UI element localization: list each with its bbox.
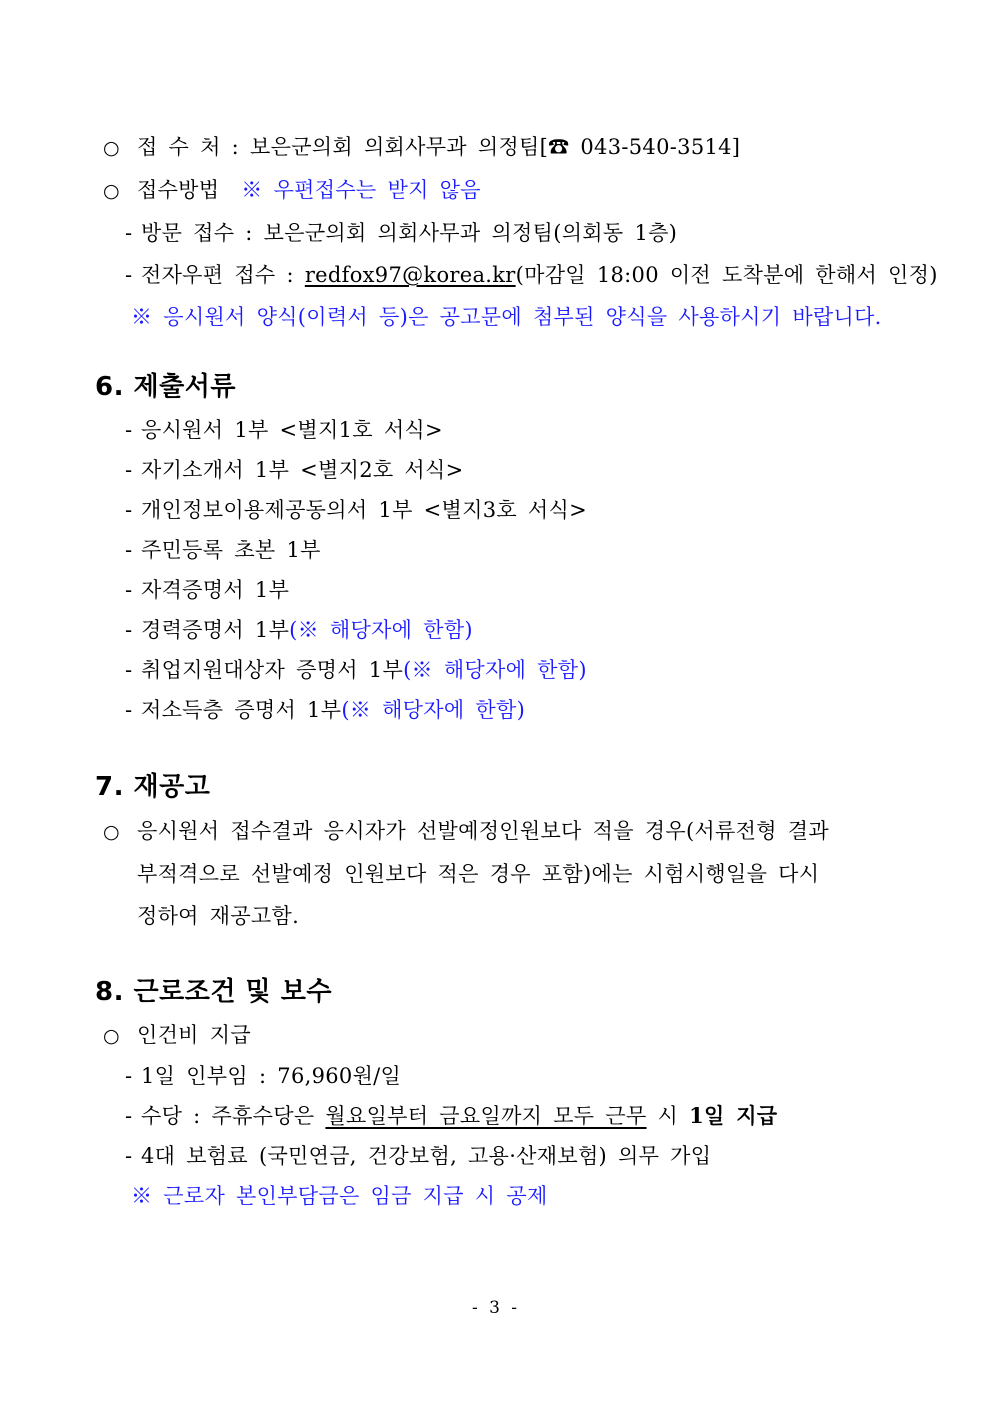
- reception-line-visit: [95, 212, 932, 254]
- email-link[interactable]: redfox97@korea.kr: [304, 263, 516, 287]
- submission-item-text: 응시원서 1부 <별지1호 서식>: [141, 418, 443, 442]
- dash-bullet: -: [125, 618, 133, 642]
- reannounce-paragraph: [95, 810, 932, 937]
- reception-line-email: [95, 254, 938, 296]
- allowance-underline: 월요일부터 금요일까지 모두 근무: [325, 1104, 647, 1128]
- pay-deduction-note: [95, 1176, 932, 1216]
- dash-bullet: -: [125, 418, 133, 442]
- submission-item: [95, 450, 932, 490]
- page-number: - 3 -: [471, 1298, 521, 1318]
- dash-bullet: -: [125, 221, 133, 245]
- pay-bullet-text: 인건비 지급: [137, 1023, 251, 1047]
- submission-item: [95, 570, 932, 610]
- deduction-note-text: ※ 근로자 본인부담금은 임금 지급 시 공제: [131, 1184, 548, 1208]
- dash-bullet: -: [125, 458, 133, 482]
- application-form-note: ※ 응시원서 양식(이력서 등)은 공고문에 첨부된 양식을 사용하시기 바랍니다.: [131, 305, 882, 329]
- dash-bullet: -: [125, 658, 133, 682]
- reannounce-text: 정하여 재공고함.: [137, 904, 300, 928]
- circle-bullet: ○: [103, 180, 120, 202]
- dash-bullet: -: [125, 578, 133, 602]
- phone-icon: ☎: [548, 135, 570, 159]
- submission-item-text: 저소득층 증명서 1부(※ 해당자에 한함): [141, 698, 526, 722]
- submission-item-text: 취업지원대상자 증명서 1부(※ 해당자에 한함): [141, 658, 587, 682]
- submission-item: [95, 490, 932, 530]
- insurance-text: 4대 보험료 (국민연금, 건강보험, 고용·산재보험) 의무 가입: [141, 1144, 712, 1168]
- submission-item: [95, 610, 932, 650]
- dash-bullet: -: [125, 263, 133, 287]
- reception-line-form-note: [95, 296, 932, 338]
- reception-method-label: 접수방법: [137, 178, 242, 202]
- dash-bullet: -: [125, 1104, 133, 1128]
- allowance-bold: 1일 지급: [689, 1103, 778, 1128]
- reannounce-line: [95, 895, 932, 937]
- conditional-note: (※ 해당자에 한함): [289, 618, 473, 642]
- section8-title: 8. 근로조건 및 보수: [95, 977, 332, 1007]
- pay-bullet-line: [95, 1015, 932, 1056]
- submission-item: [95, 410, 932, 450]
- reannounce-line: [95, 810, 932, 853]
- circle-bullet: ○: [103, 1025, 120, 1047]
- section7-title: 7. 재공고: [95, 772, 211, 802]
- daily-wage-text: 1일 인부임 : 76,960원/일: [141, 1064, 402, 1088]
- dash-bullet: -: [125, 1064, 133, 1088]
- pay-item-insurance: [95, 1136, 932, 1176]
- pay-item-allowance: [95, 1096, 932, 1136]
- visit-reception-text: 방문 접수 : 보은군의회 의회사무과 의정팀(의회동 1층): [141, 221, 678, 245]
- submission-item-text: 주민등록 초본 1부: [141, 538, 321, 562]
- dash-bullet: -: [125, 538, 133, 562]
- submission-item-text: 자기소개서 1부 <별지2호 서식>: [141, 458, 464, 482]
- reannounce-line: [95, 853, 932, 895]
- reception-line-method: [95, 169, 932, 212]
- dash-bullet: -: [125, 498, 133, 522]
- document-content: [95, 126, 938, 1216]
- no-mail-note: ※ 우편접수는 받지 않음: [241, 178, 481, 202]
- allowance-text: 수당 : 주휴수당은 월요일부터 금요일까지 모두 근무 시 1일 지급: [141, 1103, 778, 1128]
- dash-bullet: -: [125, 698, 133, 722]
- reception-line-address: [95, 126, 932, 169]
- submission-list: [95, 410, 932, 730]
- submission-item: [95, 690, 932, 730]
- pay-conditions: [95, 1015, 932, 1216]
- circle-bullet: ○: [103, 137, 120, 159]
- submission-item: [95, 650, 932, 690]
- pay-item-daily-wage: [95, 1056, 932, 1096]
- submission-item-text: 경력증명서 1부(※ 해당자에 한함): [141, 618, 473, 642]
- submission-item-text: 자격증명서 1부: [141, 578, 290, 602]
- reannounce-text: 응시원서 접수결과 응시자가 선발예정인원보다 적을 경우(서류전형 결과: [137, 819, 829, 843]
- reannounce-text: 부적격으로 선발예정 인원보다 적은 경우 포함)에는 시험시행일을 다시: [137, 862, 820, 886]
- email-reception-text: 전자우편 접수 : redfox97@korea.kr(마감일 18:00 이전 도착분에 한해서 인정): [141, 263, 938, 287]
- circle-bullet: ○: [103, 821, 120, 843]
- section6-title: 6. 제출서류: [95, 372, 236, 402]
- dash-bullet: -: [125, 1144, 133, 1168]
- reception-address-text: 접 수 처 : 보은군의회 의회사무과 의정팀[☎ 043-540-3514]: [137, 135, 741, 159]
- submission-item-text: 개인정보이용제공동의서 1부 <별지3호 서식>: [141, 498, 587, 522]
- submission-item: [95, 530, 932, 570]
- conditional-note: (※ 해당자에 한함): [403, 658, 587, 682]
- phone-number: 043-540-3514: [569, 135, 732, 159]
- conditional-note: (※ 해당자에 한함): [341, 698, 526, 722]
